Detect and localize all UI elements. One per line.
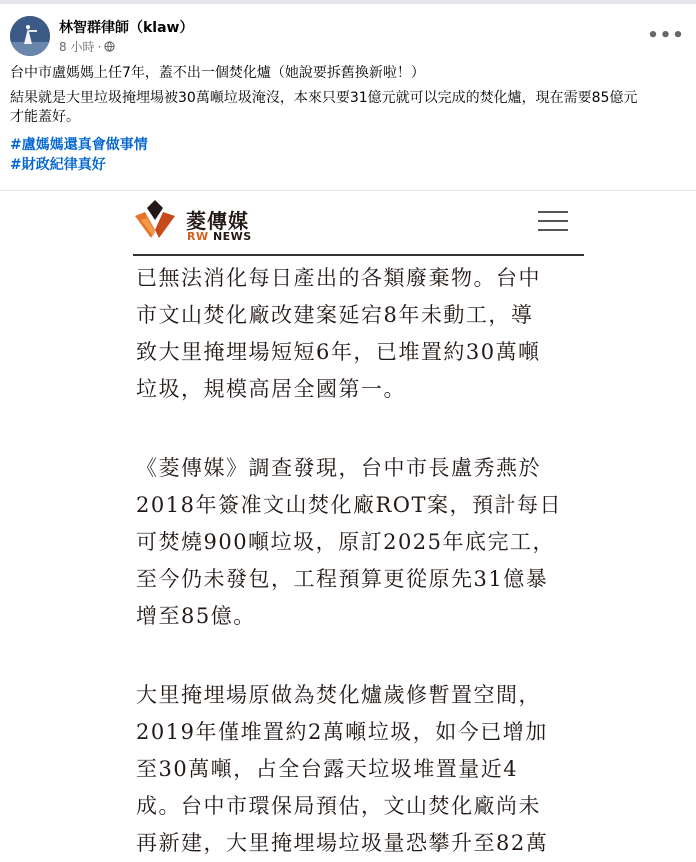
article-paragraph-1 [136,260,576,408]
rw-news-logo-icon [133,198,177,242]
avatar[interactable] [10,16,50,56]
article-paragraph-3 [136,677,576,862]
globe-icon [104,41,115,52]
post-line-1: 台中市盧媽媽上任7年，蓋不出一個焚化爐（她說要拆舊換新啦！） [10,65,425,81]
post-line-2b: 才能蓋好。 [10,109,80,125]
post-text [10,64,682,175]
article-line: 可焚燒900噸垃圾，原訂2025年底完工， [136,530,556,554]
hamburger-menu-icon[interactable] [538,209,568,233]
article-line: 至今仍未發包，工程預算更從原先31億暴 [136,567,549,591]
post-line-2a: 結果就是大里垃圾掩埋場被30萬噸垃圾淹沒，本來只要31億元就可以完成的焚化爐，現在需要85億元 [10,90,638,106]
article-line: 2019年僅堆置約2萬噸垃圾，如今已增加 [136,720,548,744]
article-line: 大里掩埋場原做為焚化爐歲修暫置空間， [136,683,541,707]
author-name[interactable]: 林智群律師（klaw） [59,20,194,36]
more-icon: ••• [647,25,685,46]
article-line: 已無法消化每日產出的各類廢棄物。台中 [136,266,541,290]
brand-rw: RW [187,230,209,243]
article-line: 至30萬噸，占全台露天垃圾堆置量近4 [136,757,519,781]
hashtag-link[interactable]: #盧媽媽還真會做事情 [10,137,148,153]
article-line: 成。台中市環保局預估，文山焚化廠尚未 [136,794,541,818]
avatar-image-icon [10,16,50,56]
article-line: 《菱傳媒》調查發現，台中市長盧秀燕於 [136,456,541,480]
article-line: 再新建，大里掩埋場垃圾量恐攀升至82萬 [136,831,549,855]
post-meta [59,38,115,55]
meta-separator: · [97,39,102,54]
brand-name: 菱傳媒 [186,209,249,233]
brand-subtitle [187,230,252,243]
post-time[interactable]: 8 小時 [59,40,95,54]
article-line: 市文山焚化廠改建案延宕8年未動工，導 [136,303,534,327]
top-border [0,0,696,4]
post-header [10,14,686,58]
article-line: 致大里掩埋場短短6年，已堆置約30萬噸 [136,340,541,364]
article-paragraph-2 [136,450,576,635]
header-rule [133,254,584,256]
article-line: 2018年簽准文山焚化廠ROT案，預計每日 [136,493,562,517]
post-line-2 [10,89,682,127]
brand-news: NEWS [208,230,252,243]
article-line: 垃圾，規模高居全國第一。 [136,377,406,401]
hashtag-link[interactable]: #財政紀律真好 [10,157,106,173]
more-options-button[interactable] [647,22,685,50]
article-line: 增至85億。 [136,604,256,628]
